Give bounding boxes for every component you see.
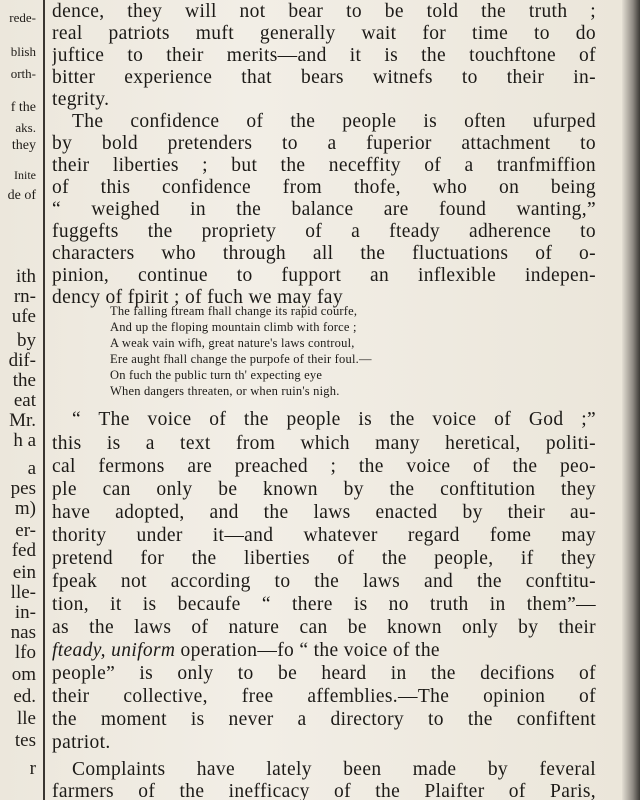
left-column-fragment: Mr. <box>9 410 36 431</box>
text-line: their collective, free affemblies.—The opinion of <box>52 686 596 707</box>
left-column-fragment: ufe <box>11 306 36 327</box>
verse-line: And up the floping mountain climb with force ; <box>110 320 357 334</box>
text-line: of this confidence from thofe, who on being <box>52 177 596 198</box>
verse-line: On fuch the public turn th' expecting eye <box>110 368 323 382</box>
page-edge-shadow <box>622 0 640 800</box>
left-column-fragment: the <box>12 370 36 391</box>
text-line: dence, they will not bear to be told the truth ; <box>52 1 596 22</box>
left-column-fragment: orth- <box>10 66 36 81</box>
text-line: have adopted, and the laws enacted by their au- <box>52 502 596 523</box>
text-line: pretend for the liberties of the people, if they <box>52 548 596 569</box>
left-column-fragment: ein <box>12 562 36 583</box>
verse-line: When dangers threaten, or when ruin's nigh. <box>110 384 340 398</box>
left-column-fragment: lfo <box>14 642 36 663</box>
text-line: their liberties ; but the neceffity of a tranfmiffion <box>52 155 596 176</box>
text-line: this is a text from which many heretical, politi- <box>52 433 596 454</box>
text-line: the moment is never a directory to the confiftent <box>52 709 596 730</box>
left-column-fragment: rede- <box>9 10 36 25</box>
left-column-fragment: pes <box>10 478 36 499</box>
left-column-fragment: de of <box>7 188 36 203</box>
left-column-fragment: rn- <box>13 286 36 307</box>
text-line: people” is only to be heard in the decifions of <box>52 663 596 684</box>
article-column <box>52 0 612 800</box>
text-line: The confidence of the people is often ufurped <box>72 111 596 132</box>
text-line: by bold pretenders to a fuperior attachment to <box>52 133 596 154</box>
left-column-fragment: ed. <box>13 686 36 707</box>
left-column-fragment: ith <box>15 266 36 287</box>
left-column-fragment: om <box>11 664 36 685</box>
text-line: ple can only be known by the conftitution they <box>52 479 596 500</box>
verse-line: A weak vain wifh, great nature's laws controul, <box>110 336 355 350</box>
text-line: patriot. <box>52 732 111 753</box>
text-line: Complaints have lately been made by feveral <box>72 759 596 780</box>
text-line: dency of fpirit ; of fuch we may fay <box>52 287 343 308</box>
italic-emphasis: fteady, uniform <box>52 640 176 661</box>
left-column-fragment: dif- <box>8 350 36 371</box>
text-span: operation—fo “ the voice of the <box>175 640 440 661</box>
left-column-fragment: a <box>27 458 36 479</box>
text-line: “ The voice of the people is the voice of God ;” <box>72 409 596 430</box>
text-line: cal fermons are preached ; the voice of the peo- <box>52 456 596 477</box>
text-line: thority under it—and whatever regard fome may <box>52 525 596 546</box>
left-column-fragment: lle- <box>10 582 36 603</box>
left-column-cutoff <box>0 0 40 800</box>
text-line: fpeak not according to the laws and the conftitu- <box>52 571 596 592</box>
verse-line: Ere aught fhall change the purpofe of their foul.— <box>110 352 372 366</box>
text-line: bitter experience that bears witnefs to their in- <box>52 67 596 88</box>
text-line: as the laws of nature can be known only by their <box>52 617 596 638</box>
text-line: fuggefts the propriety of a fteady adherence to <box>52 221 596 242</box>
left-column-fragment: fed <box>11 540 36 561</box>
left-column-fragment: er- <box>15 520 36 541</box>
text-line: tion, it is becaufe “ there is no truth in them”— <box>52 594 596 615</box>
left-column-fragment: m) <box>14 498 36 519</box>
left-column-fragment: by <box>17 330 36 351</box>
left-column-fragment: nas <box>10 622 36 643</box>
column-rule <box>43 0 45 800</box>
left-column-fragment: lle <box>17 708 36 729</box>
left-column-fragment: in- <box>14 602 36 623</box>
left-column-fragment: f the <box>10 100 36 115</box>
text-line: real patriots muft generally wait for time to do <box>52 23 596 44</box>
left-column-fragment: blish <box>10 44 36 59</box>
left-column-fragment: tes <box>14 730 36 751</box>
verse-line: The falling ftream fhall change its rapid courfe, <box>110 304 358 318</box>
text-line: juftice to their merits—and it is the touchftone of <box>52 45 596 66</box>
text-line: tegrity. <box>52 89 110 110</box>
left-column-fragment: h a <box>13 430 36 451</box>
text-line: “ weighed in the balance are found wanting,” <box>52 199 596 220</box>
left-column-fragment: they <box>11 138 36 153</box>
left-column-fragment: r <box>29 758 36 779</box>
text-line <box>52 640 596 662</box>
left-column-fragment: eat <box>13 390 36 411</box>
text-line: farmers of the inefficacy of the Plaifter of Paris, <box>52 781 596 800</box>
left-column-fragment: aks. <box>15 120 36 135</box>
text-line: characters who through all the fluctuations of o- <box>52 243 596 264</box>
text-line: pinion, continue to fupport an inflexible indepen- <box>52 265 596 286</box>
left-column-fragment: Inite <box>14 168 36 182</box>
